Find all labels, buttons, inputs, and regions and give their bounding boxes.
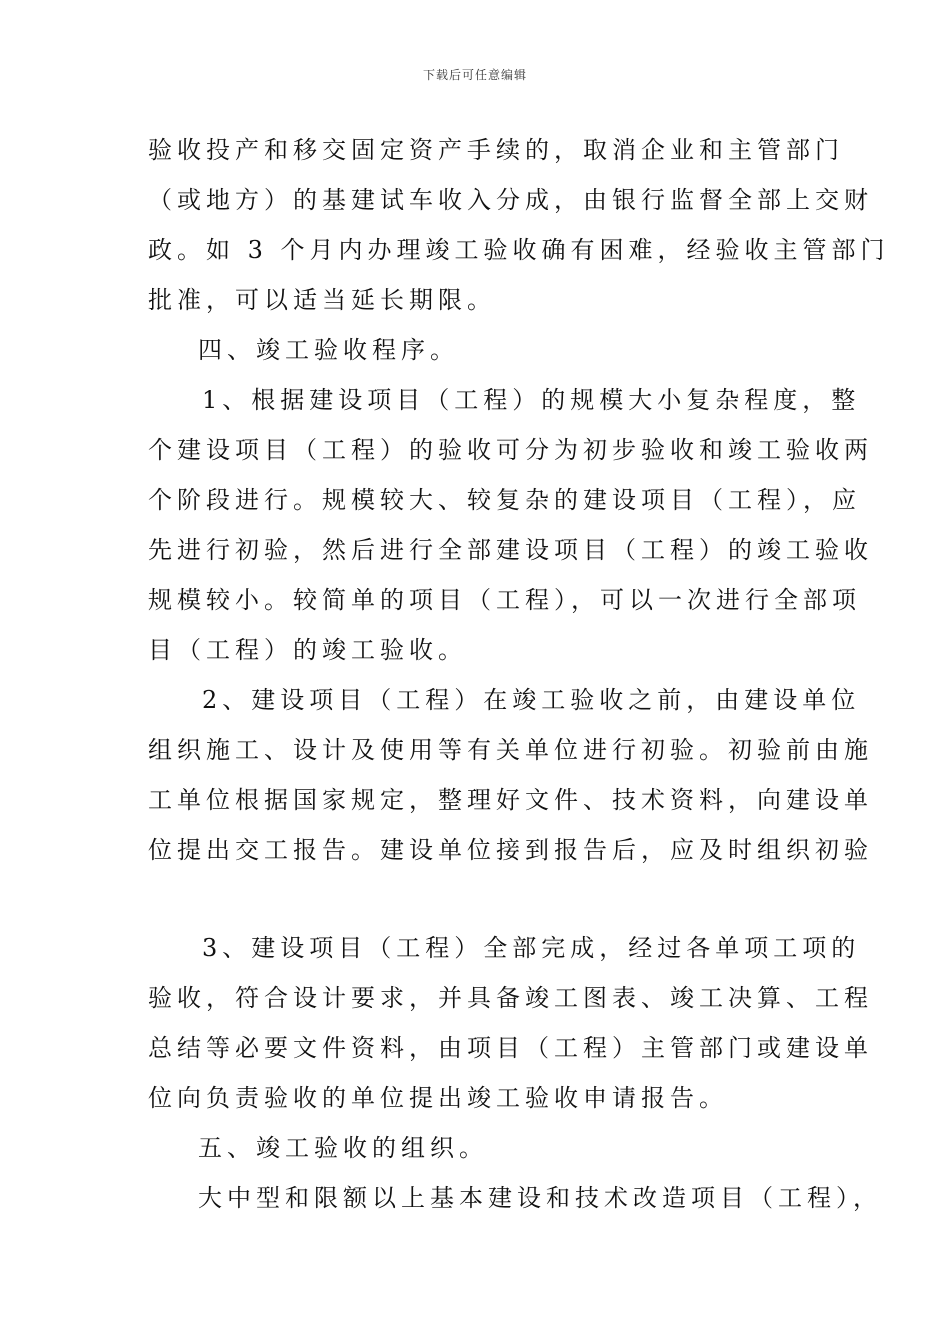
text-line: 大中型和限额以上基本建设和技术改造项目（工程）， (198, 1184, 882, 1212)
text-line: 组织施工、设计及使用等有关单位进行初验。初验前由施 (148, 736, 873, 764)
section-heading: 五、竣工验收的组织。 (198, 1134, 488, 1162)
text-line: （或地方）的基建试车收入分成，由银行监督全部上交财 (148, 186, 873, 214)
text-line: 位提出交工报告。建设单位接到报告后，应及时组织初验 (148, 836, 873, 864)
text-line: 规模较小。较简单的项目（工程），可以一次进行全部项 (148, 586, 861, 614)
text-line: 验收投产和移交固定资产手续的，取消企业和主管部门 (148, 136, 844, 164)
text-line: 3、建设项目（工程）全部完成，经过各单项工项的 (202, 934, 861, 962)
text-line: 个建设项目（工程）的验收可分为初步验收和竣工验收两 (148, 436, 873, 464)
text-line: 工单位根据国家规定，整理好文件、技术资料，向建设单 (148, 786, 873, 814)
text-line: 先进行初验，然后进行全部建设项目（工程）的竣工验收 (148, 536, 873, 564)
text-line: 位向负责验收的单位提出竣工验收申请报告。 (148, 1084, 728, 1112)
text-line: 1、根据建设项目（工程）的规模大小复杂程度，整 (202, 386, 861, 414)
text-line: 2、建设项目（工程）在竣工验收之前，由建设单位 (202, 686, 861, 714)
page-header: 下载后可任意编辑 (422, 68, 527, 82)
text-line: 批准，可以适当延长期限。 (148, 286, 496, 314)
text-line: 个阶段进行。规模较大、较复杂的建设项目（工程），应 (148, 486, 861, 514)
text-line: 目（工程）的竣工验收。 (148, 636, 467, 664)
text-line: 总结等必要文件资料，由项目（工程）主管部门或建设单 (148, 1034, 873, 1062)
text-line: 验收，符合设计要求，并具备竣工图表、竣工决算、工程 (148, 984, 873, 1012)
text-line: 政。如 3 个月内办理竣工验收确有困难，经验收主管部门 (148, 236, 890, 264)
section-heading: 四、竣工验收程序。 (198, 336, 459, 364)
